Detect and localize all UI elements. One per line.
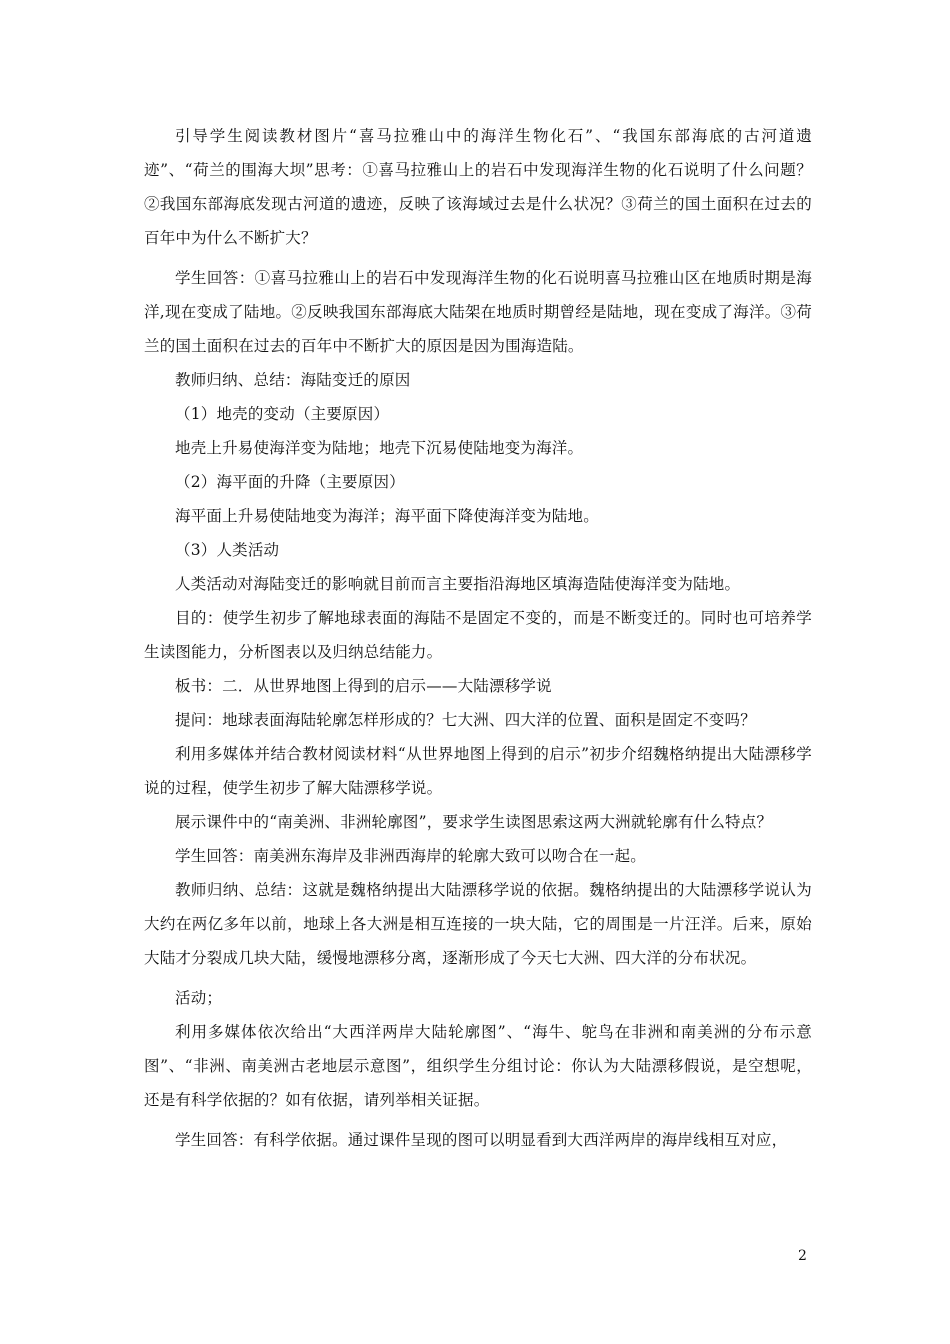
paragraph-student-answer-3: 学生回答：有科学依据。通过课件呈现的图可以明显看到大西洋两岸的海岸线相互对应， — [175, 1131, 788, 1149]
paragraph-board-writing: 板书：二．从世界地图上得到的启示——大陆漂移学说 — [175, 677, 552, 695]
paragraph-cause-1-heading: （1）地壳的变动（主要原因） — [175, 405, 390, 423]
paragraph-multimedia-discussion: 利用多媒体依次给出“大西洋两岸大陆轮廓图”、“海牛、鸵鸟在非洲和南美洲的分布示意图”、“非洲、南美洲古老地层示意图”，组织学生分组讨论：你认为大陆漂移假说，是空想呢，还是有科学依据的？如有依据，请列举相关证据。 — [144, 1023, 812, 1109]
paragraph-multimedia-intro: 利用多媒体并结合教材阅读材料“从世界地图上得到的启示”初步介绍魏格纳提出大陆漂移学说的过程，使学生初步了解大陆漂移学说。 — [144, 745, 812, 797]
paragraph-teacher-summary-1: 教师归纳、总结：海陆变迁的原因 — [175, 371, 411, 389]
paragraph-question: 提问：地球表面海陆轮廓怎样形成的？七大洲、四大洋的位置、面积是固定不变吗？ — [175, 711, 756, 729]
page-number: 2 — [798, 1248, 807, 1264]
paragraph-cause-1-text: 地壳上升易使海洋变为陆地；地壳下沉易使陆地变为海洋。 — [175, 439, 584, 457]
paragraph-activity: 活动； — [175, 989, 223, 1007]
body-text — [144, 119, 812, 1157]
paragraph-cause-2-heading: （2）海平面的升降（主要原因） — [175, 473, 405, 491]
paragraph-cause-2-text: 海平面上升易使陆地变为海洋；海平面下降使海洋变为陆地。 — [175, 507, 599, 525]
paragraph-reading-guide: 引导学生阅读教材图片“喜马拉雅山中的海洋生物化石”、“我国东部海底的古河道遗迹”、“荷兰的围海大坝”思考：①喜马拉雅山上的岩石中发现海洋生物的化石说明了什么问题？②我国东部海底发现古河道的遗迹，反映了该海域过去是什么状况？③荷兰的国土面积在过去的百年中为什么不断扩大？ — [144, 127, 812, 247]
paragraph-cause-3-heading: （3）人类活动 — [175, 541, 280, 559]
paragraph-courseware-display: 展示课件中的“南美洲、非洲轮廓图”，要求学生读图思索这两大洲就轮廓有什么特点？ — [175, 813, 773, 831]
paragraph-cause-3-text: 人类活动对海陆变迁的影响就目前而言主要指沿海地区填海造陆使海洋变为陆地。 — [175, 575, 741, 593]
paragraph-student-answer-2: 学生回答：南美洲东海岸及非洲西海岸的轮廓大致可以吻合在一起。 — [175, 847, 647, 865]
paragraph-student-answer-1: 学生回答：①喜马拉雅山上的岩石中发现海洋生物的化石说明喜马拉雅山区在地质时期是海洋,现在变成了陆地。②反映我国东部海底大陆架在地质时期曾经是陆地，现在变成了海洋。③荷兰的国土面积在过去的百年中不断扩大的原因是因为围海造陆。 — [144, 269, 812, 355]
paragraph-teacher-summary-2: 教师归纳、总结：这就是魏格纳提出大陆漂移学说的依据。魏格纳提出的大陆漂移学说认为大约在两亿多年以前，地球上各大洲是相互连接的一块大陆，它的周围是一片汪洋。后来，原始大陆才分裂成几块大陆，缓慢地漂移分离，逐渐形成了今天七大洲、四大洋的分布状况。 — [144, 881, 812, 967]
paragraph-purpose: 目的：使学生初步了解地球表面的海陆不是固定不变的，而是不断变迁的。同时也可培养学生读图能力，分析图表以及归纳总结能力。 — [144, 609, 812, 661]
